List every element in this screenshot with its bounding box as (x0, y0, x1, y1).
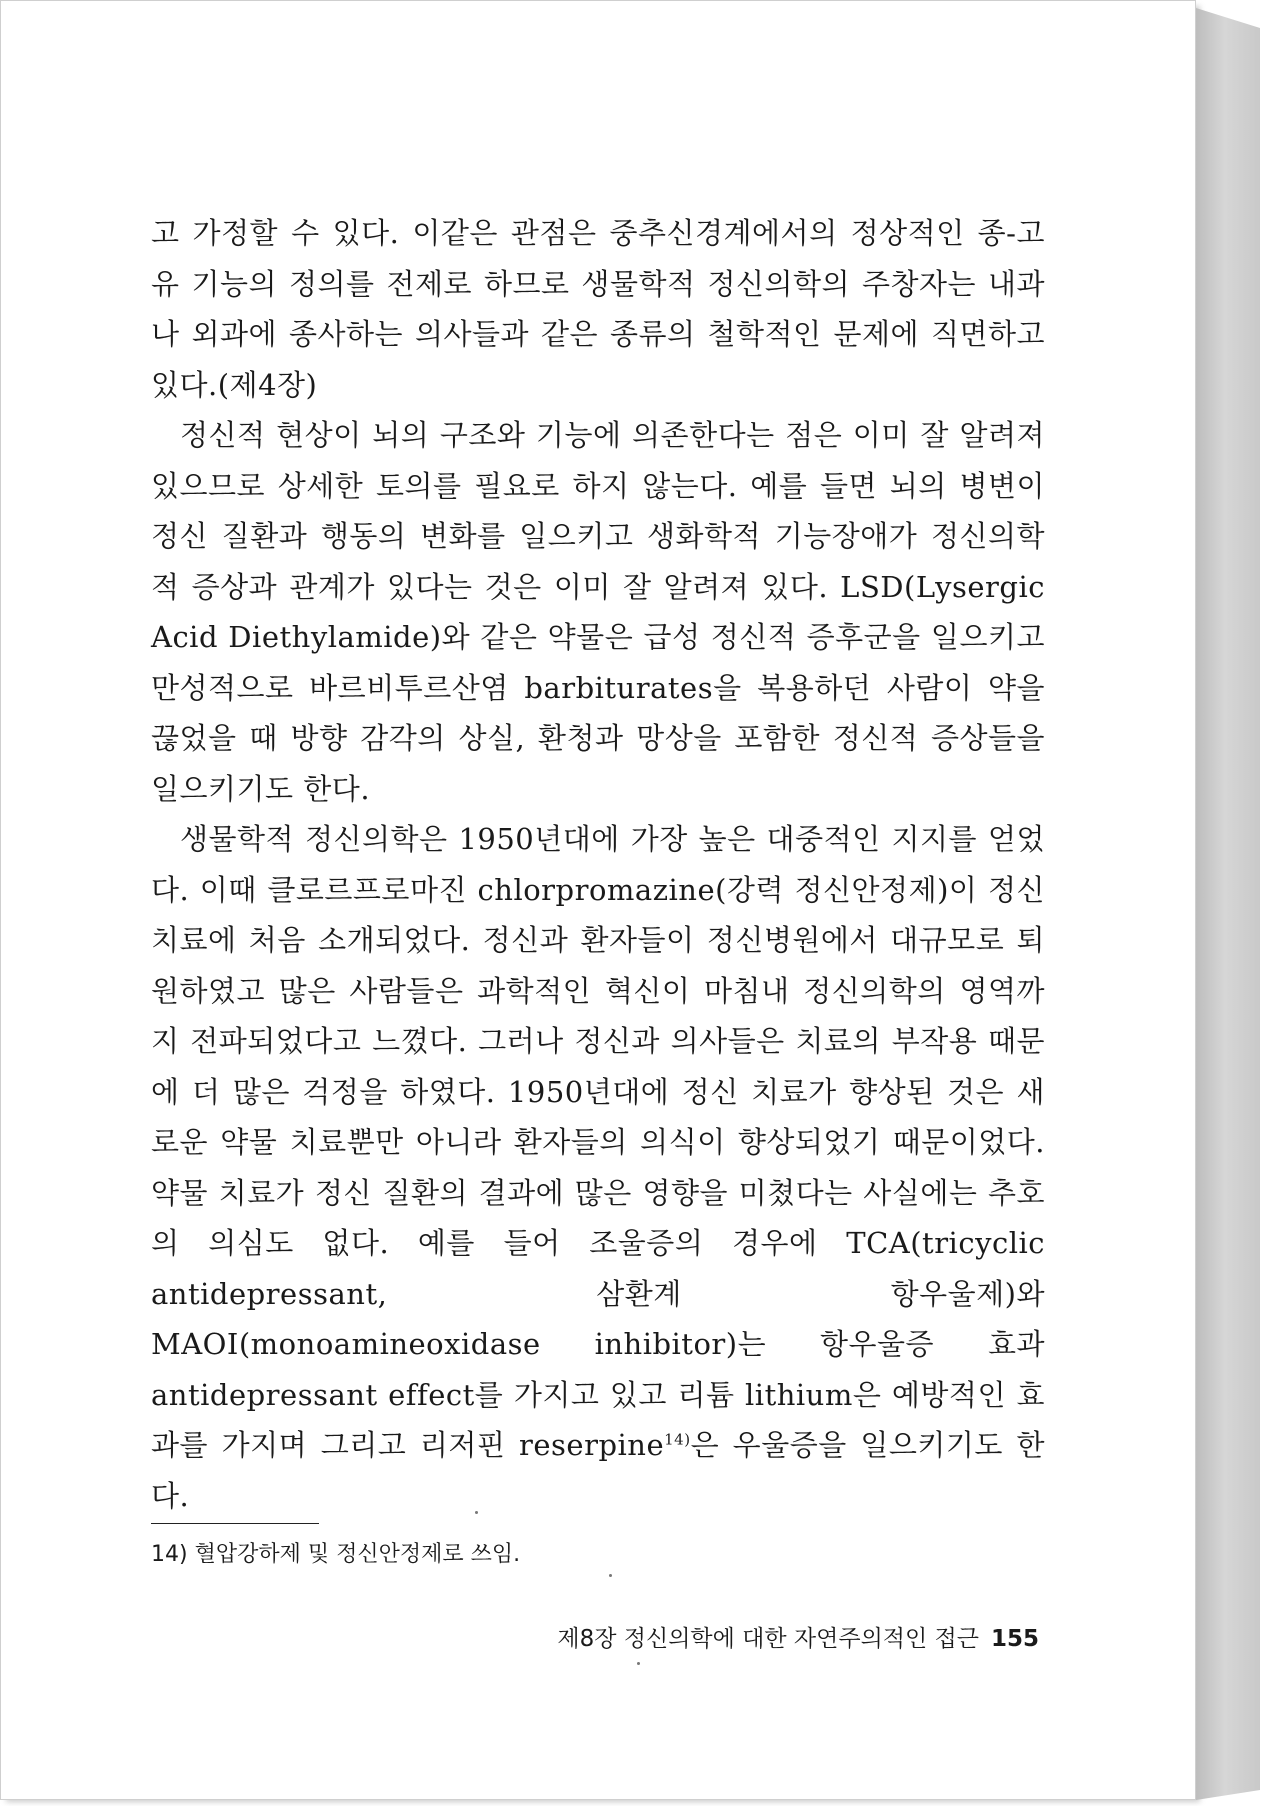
scan-speck (609, 1574, 612, 1577)
paragraph-2: 정신적 현상이 뇌의 구조와 기능에 의존한다는 점은 이미 잘 알려져 있으므로 상세한 토의를 필요로 하지 않는다. 예를 들면 뇌의 병변이 정신 질환과 행동의 변화를 일으키고 생화학적 기능장애가 정신의학적 증상과 관계가 있다는 것은 이미 잘 알려져 있다. LSD(Lysergic Acid Diethylamide)와 같은 약물은 급성 정신적 증후군을 일으키고 만성적으로 바르비투르산염 barbiturates을 복용하던 사람이 약을 끊었을 때 방향 감각의 상실, 환청과 망상을 포함한 정신적 증상들을 일으키기도 한다. (151, 418, 1045, 806)
body-text (151, 208, 1045, 1521)
paragraph-3-text: 생물학적 정신의학은 1950년대에 가장 높은 대중적인 지지를 얻었다. 이때 클로르프로마진 chlorpromazine(강력 정신안정제)이 정신 치료에 처음 소개되었다. 정신과 환자들이 정신병원에서 대규모로 퇴원하였고 많은 사람들은 과학적인 혁신이 마침내 정신의학의 영역까지 전파되었다고 느꼈다. 그러나 정신과 의사들은 치료의 부작용 때문에 더 많은 걱정을 하였다. 1950년대에 정신 치료가 향상된 것은 새로운 약물 치료뿐만 아니라 환자들의 의식이 향상되었기 때문이었다. 약물 치료가 정신 질환의 결과에 많은 영향을 미쳤다는 사실에는 추호의 의심도 없다. 예를 들어 조울증의 경우에 TCA(tricyclic antidepressant, 삼환계 항우울제)와 MAOI(monoamineoxidase inhibitor)는 항우울증 효과 antidepressant effect를 가지고 있고 리튬 lithium은 예방적인 효과를 가지며 그리고 리저핀 reserpine (151, 822, 1045, 1462)
running-title: 제8장 정신의학에 대한 자연주의적인 접근 (557, 1626, 979, 1652)
book-page-edge (1196, 8, 1260, 1800)
footnote-14: 14) 혈압강하제 및 정신안정제로 쓰임. (151, 1542, 521, 1567)
running-footer (557, 1621, 1039, 1657)
scan-speck (475, 1511, 478, 1514)
paragraph-3-text-end: 은 우울증을 일으키기도 한다. (151, 1428, 1045, 1513)
paragraph-3 (151, 814, 1045, 1521)
paragraph-1: 고 가정할 수 있다. 이같은 관점은 중추신경계에서의 정상적인 종-고유 기능의 정의를 전제로 하므로 생물학적 정신의학의 주창자는 내과나 외과에 종사하는 의사들과 같은 종류의 철학적인 문제에 직면하고 있다.(제4장) (151, 216, 1045, 402)
scan-speck (637, 1662, 640, 1665)
footnote-reference[interactable]: 14) (664, 1430, 691, 1449)
page-number: 155 (990, 1626, 1039, 1652)
footnote-divider (151, 1523, 319, 1524)
